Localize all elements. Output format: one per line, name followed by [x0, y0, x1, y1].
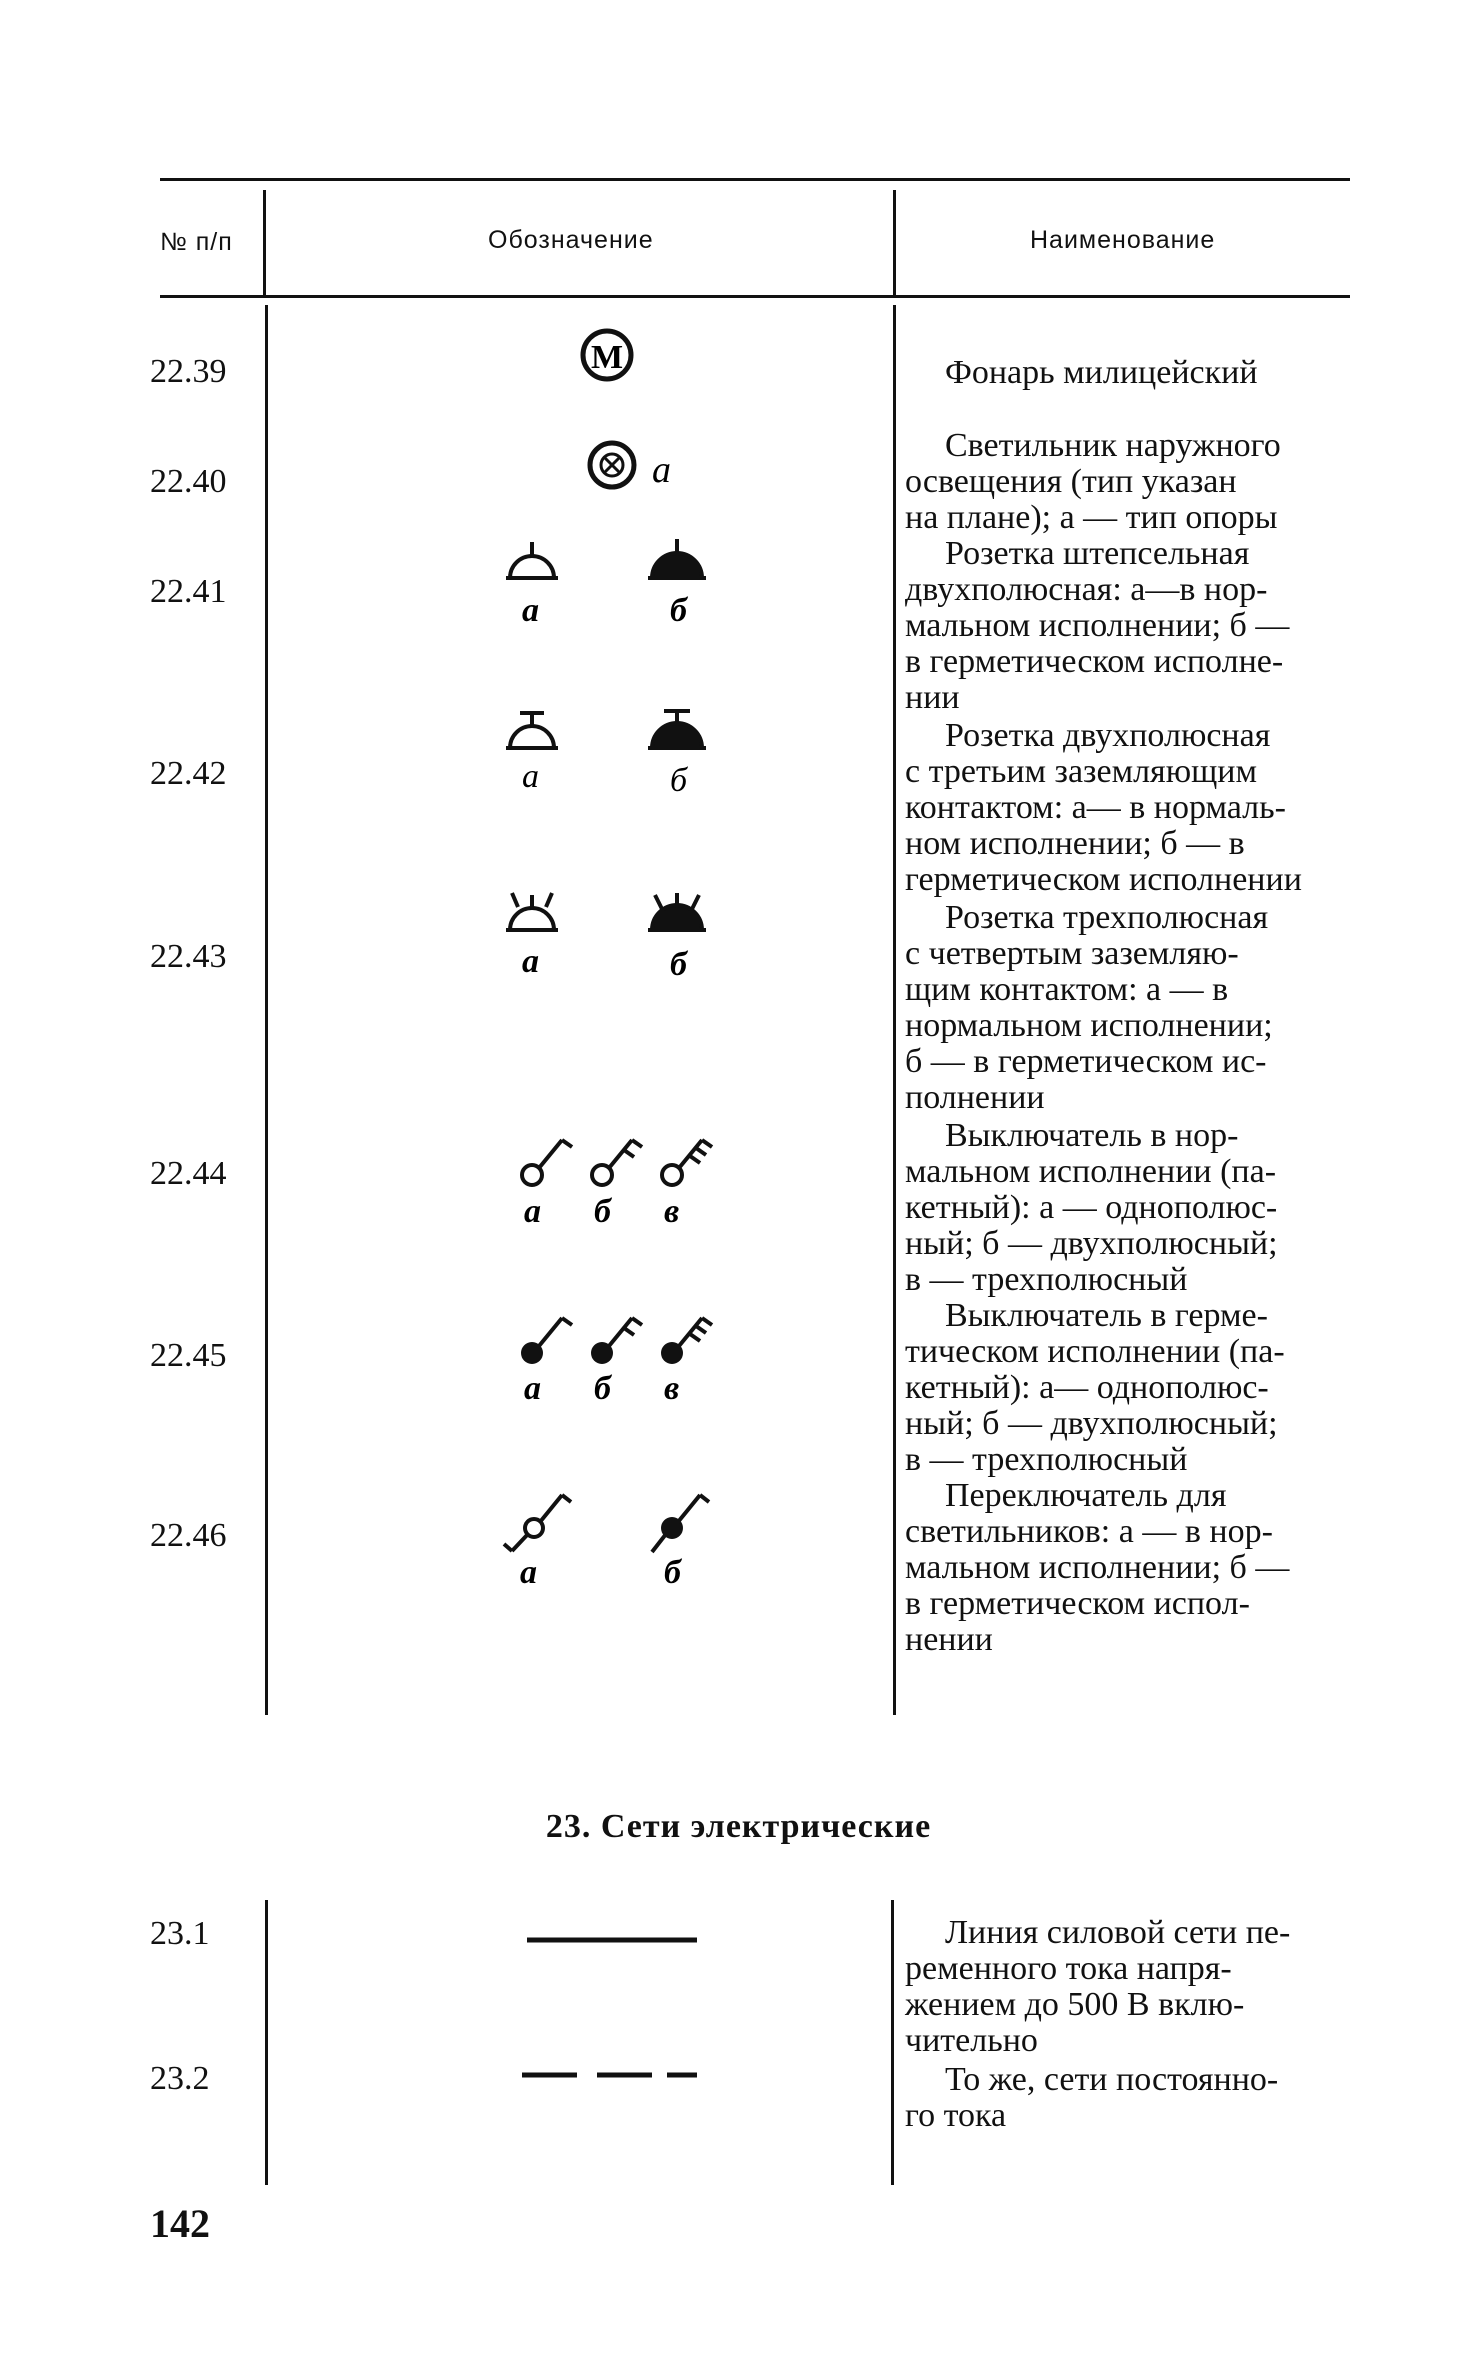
symbol-label-a: а	[652, 449, 671, 491]
desc-line: кетный): а— однополюс-	[905, 1369, 1269, 1406]
desc-line: контактом: а— в нормаль-	[905, 789, 1286, 826]
desc-line: ный; б — двухполюсный;	[905, 1405, 1278, 1442]
header-symbol: Обозначение	[488, 226, 654, 254]
desc-line: освещения (тип указан	[905, 463, 1237, 500]
desc-line: ный; б — двухполюсный;	[905, 1225, 1278, 1262]
desc-line: ременного тока напря-	[905, 1950, 1232, 1987]
desc-line: Выключатель в нор-	[945, 1117, 1239, 1154]
desc-line: мальном исполнении; б —	[905, 1549, 1290, 1586]
switch-single-pole-normal-icon	[522, 1140, 572, 1230]
desc-line: Фонарь милицейский	[945, 354, 1258, 391]
symbol-label-b: б	[670, 592, 687, 629]
row-num: 23.1	[150, 1915, 210, 1952]
column-divider-2	[893, 190, 896, 295]
desc-line: нии	[905, 679, 960, 716]
desc-line: тическом исполнении (па-	[905, 1333, 1285, 1370]
symbol-letter-m: М	[590, 339, 624, 376]
desc-line: нормальном исполнении;	[905, 1007, 1273, 1044]
symbol-label-a: а	[524, 1370, 541, 1407]
section-title: 23. Сети электрические	[545, 1808, 932, 1845]
symbol-label-a: а	[522, 758, 539, 795]
symbol-label-b: б	[594, 1193, 611, 1230]
symbol-label-a: а	[522, 943, 539, 980]
desc-line: Розетка двухполюсная	[945, 717, 1271, 754]
symbol-label-v: в	[664, 1193, 680, 1230]
desc-line: светильников: а — в нор-	[905, 1513, 1273, 1550]
page-number: 142	[150, 2201, 210, 2246]
symbol-label-a: а	[522, 592, 539, 629]
row-num: 22.46	[150, 1517, 227, 1554]
symbol-label-b: б	[670, 946, 687, 983]
row-description	[905, 2062, 1350, 2134]
desc-line: ном исполнении; б — в	[905, 825, 1245, 862]
column-divider-1	[263, 190, 266, 295]
switch-two-pole-normal-icon	[592, 1140, 642, 1230]
socket-three-pole-sealed-icon	[648, 893, 706, 983]
desc-line: на плане); а — тип опоры	[905, 499, 1278, 536]
socket-grounded-normal-icon	[506, 713, 558, 795]
desc-line: Светильник наружного	[945, 427, 1281, 464]
symbol-label-b: б	[664, 1554, 681, 1591]
column-divider-1-body	[265, 305, 268, 1715]
header-num: № п/п	[160, 228, 233, 256]
column-divider-1-section23	[265, 1900, 268, 2185]
desc-line: в — трехполюсный	[905, 1441, 1188, 1478]
row-description	[905, 536, 1350, 716]
row-num: 22.45	[150, 1337, 227, 1374]
desc-line: с четвертым заземляю-	[905, 935, 1239, 972]
row-num: 22.42	[150, 755, 227, 792]
row-num: 23.2	[150, 2060, 210, 2097]
desc-line: жением до 500 В вклю-	[905, 1986, 1245, 2023]
desc-line: мальном исполнении (па-	[905, 1153, 1277, 1190]
row-num: 22.43	[150, 938, 227, 975]
switch-two-pole-sealed-icon	[591, 1318, 642, 1407]
desc-line: Розетка штепсельная	[945, 535, 1250, 572]
line-symbols	[272, 1900, 892, 2100]
desc-line: Розетка трехполюсная	[945, 899, 1269, 936]
police-lantern-icon	[583, 331, 631, 379]
row-description	[905, 355, 1350, 391]
column-divider-2-body	[893, 305, 896, 1715]
socket-three-pole-normal-icon	[506, 893, 558, 980]
desc-line: Переключатель для	[945, 1477, 1227, 1514]
desc-line: го тока	[905, 2097, 1007, 2134]
desc-line: Линия силовой сети пе-	[945, 1914, 1291, 1951]
desc-line: Выключатель в герме-	[945, 1297, 1268, 1334]
table-top-rule	[160, 178, 1350, 181]
row-description	[905, 1915, 1350, 2059]
symbols-column	[272, 295, 892, 1715]
switch-three-pole-normal-icon	[662, 1140, 712, 1230]
row-description	[905, 718, 1350, 898]
row-description	[905, 1118, 1350, 1298]
desc-line: с третьим заземляющим	[905, 753, 1257, 790]
desc-line: герметическом исполнении	[905, 861, 1302, 898]
symbol-label-v: в	[664, 1370, 680, 1407]
symbol-label-a: а	[520, 1554, 537, 1591]
header-name: Наименование	[1030, 226, 1216, 254]
socket-two-pole-normal-icon	[506, 542, 558, 629]
changeover-switch-normal-icon	[504, 1495, 571, 1591]
row-num: 22.40	[150, 463, 227, 500]
desc-line: б — в герметическом ис-	[905, 1043, 1267, 1080]
symbol-label-b: б	[670, 762, 688, 799]
desc-line: двухполюсная: а—в нор-	[905, 571, 1268, 608]
outdoor-luminaire-icon	[590, 443, 671, 491]
desc-line: щим контактом: а — в	[905, 971, 1229, 1008]
row-description	[905, 1298, 1350, 1478]
desc-line: полнении	[905, 1079, 1045, 1116]
row-description	[905, 900, 1350, 1116]
row-description	[905, 1478, 1350, 1658]
desc-line: в — трехполюсный	[905, 1261, 1188, 1298]
desc-line: нении	[905, 1621, 993, 1658]
changeover-switch-sealed-icon	[652, 1495, 709, 1591]
row-num: 22.39	[150, 353, 227, 390]
desc-line: кетный): а — однополюс-	[905, 1189, 1278, 1226]
symbol-label-a: а	[524, 1193, 541, 1230]
desc-line: чительно	[905, 2022, 1038, 2059]
socket-grounded-sealed-icon	[648, 711, 706, 799]
socket-two-pole-sealed-icon	[648, 539, 706, 629]
row-num: 22.44	[150, 1155, 227, 1192]
switch-three-pole-sealed-icon	[661, 1318, 712, 1407]
desc-line: в герметическом исполне-	[905, 643, 1284, 680]
desc-line: в герметическом испол-	[905, 1585, 1250, 1622]
switch-single-pole-sealed-icon	[521, 1318, 572, 1407]
row-description	[905, 428, 1350, 536]
symbol-label-b: б	[594, 1370, 611, 1407]
desc-line: То же, сети постоянно-	[945, 2061, 1279, 2098]
desc-line: мальном исполнении; б —	[905, 607, 1290, 644]
row-num: 22.41	[150, 573, 227, 610]
